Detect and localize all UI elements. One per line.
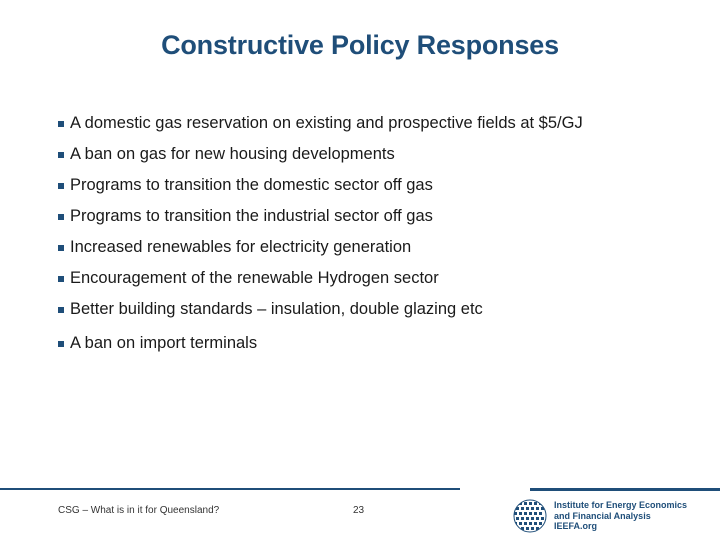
bullet-text: A ban on gas for new housing developments	[70, 145, 395, 163]
bullet-item	[58, 108, 583, 139]
footer-divider-left	[0, 488, 460, 490]
bullet-item	[58, 294, 583, 325]
bullet-text: A domestic gas reservation on existing and prospective fields at $5/GJ	[70, 114, 583, 132]
footer-caption: CSG – What is in it for Queensland?	[58, 505, 220, 516]
bullet-text: Programs to transition the domestic sector off gas	[70, 176, 433, 194]
ieefa-logo	[512, 496, 712, 536]
square-bullet-icon	[58, 276, 64, 282]
globe-icon	[512, 498, 548, 534]
bullet-text: Programs to transition the industrial sector off gas	[70, 207, 433, 225]
page-number: 23	[353, 505, 365, 516]
logo-line-2: and Financial Analysis	[554, 510, 651, 521]
logo-line-3: IEEFA.org	[554, 521, 598, 532]
bullet-item	[58, 170, 583, 201]
bullet-item	[58, 201, 583, 232]
bullet-text: Better building standards – insulation, double glazing etc	[70, 300, 483, 318]
footer-divider-right	[530, 488, 720, 491]
square-bullet-icon	[58, 245, 64, 251]
square-bullet-icon	[58, 341, 64, 347]
bullet-item	[58, 232, 583, 263]
logo-text	[554, 500, 687, 532]
square-bullet-icon	[58, 307, 64, 313]
bullet-item	[58, 139, 583, 170]
bullet-item	[58, 328, 583, 359]
bullet-list	[58, 108, 583, 359]
square-bullet-icon	[58, 152, 64, 158]
bullet-text: Increased renewables for electricity generation	[70, 238, 412, 256]
square-bullet-icon	[58, 183, 64, 189]
bullet-text: Encouragement of the renewable Hydrogen sector	[70, 269, 439, 287]
square-bullet-icon	[58, 214, 64, 220]
bullet-text: A ban on import terminals	[70, 334, 258, 352]
bullet-item	[58, 263, 583, 294]
logo-line-1: Institute for Energy Economics	[554, 500, 688, 511]
slide-title: Constructive Policy Responses	[161, 30, 559, 60]
square-bullet-icon	[58, 121, 64, 127]
